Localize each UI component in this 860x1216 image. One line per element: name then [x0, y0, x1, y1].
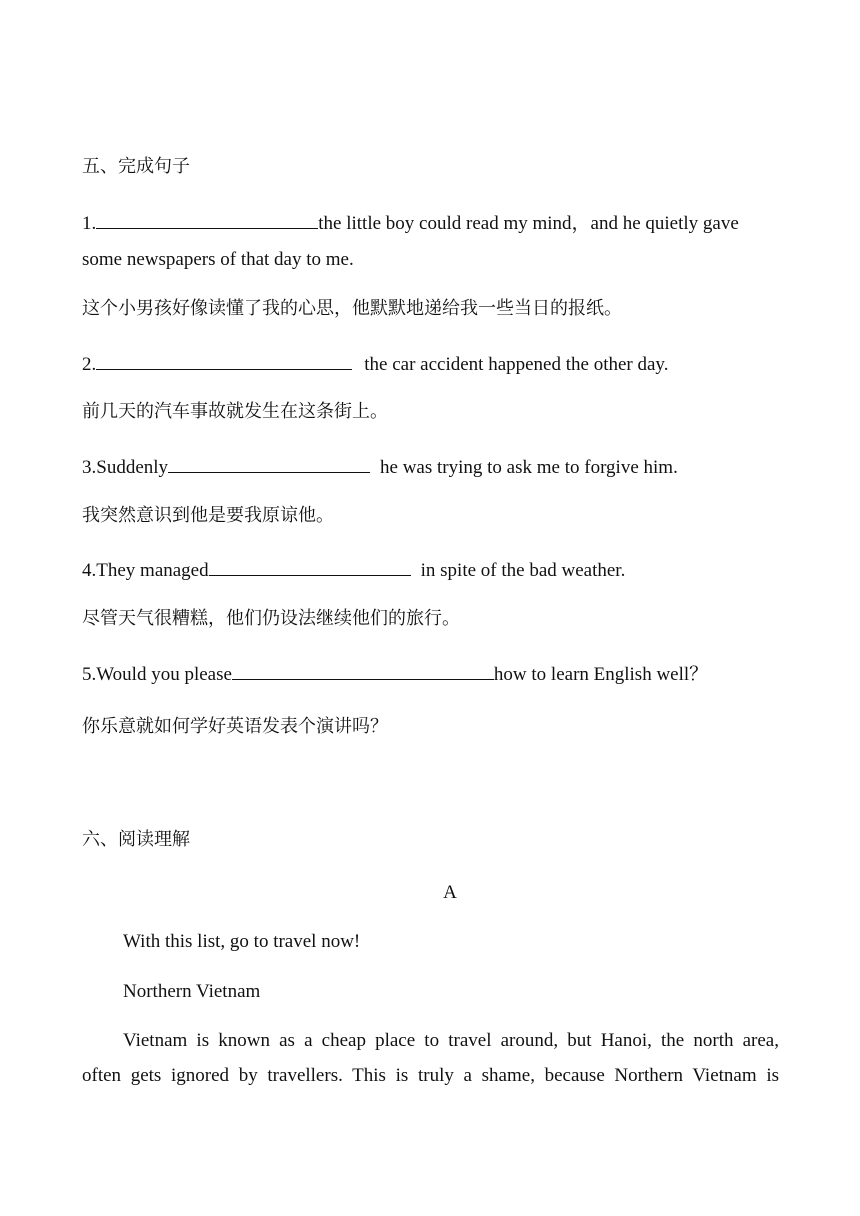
section-5-title: 五、完成句子 [82, 156, 190, 177]
question-5-line [82, 661, 708, 687]
question-2-blank[interactable] [96, 351, 352, 370]
question-3-line [82, 454, 678, 480]
question-4-prefix: 4.They managed [82, 560, 209, 581]
question-5-chinese: 你乐意就如何学好英语发表个演讲吗？ [82, 716, 388, 737]
question-2-line [82, 351, 668, 377]
question-3-chinese: 我突然意识到他是要我原谅他。 [82, 505, 334, 526]
question-5-blank[interactable] [232, 661, 494, 680]
passage-label: A [443, 882, 457, 903]
question-1-number: 1. [82, 213, 97, 234]
question-4-chinese: 尽管天气很糟糕，他们仍设法继续他们的旅行。 [82, 608, 460, 629]
question-2-text: the car accident happened the other day. [364, 354, 669, 375]
question-1-blank[interactable] [96, 210, 318, 229]
question-5-prefix: 5.Would you please [82, 664, 232, 685]
section-6-title: 六、阅读理解 [82, 829, 190, 850]
paragraph-line-1: Vietnam is known as a cheap place to travel around, but Hanoi, the north area, [123, 1030, 779, 1051]
question-2-number: 2. [82, 354, 97, 375]
question-3-prefix: 3.Suddenly [82, 457, 169, 478]
question-1-line-1 [82, 210, 739, 236]
question-4-text: in spite of the bad weather. [420, 560, 626, 581]
passage-intro: With this list, go to travel now! [123, 931, 361, 952]
question-4-blank[interactable] [209, 557, 411, 576]
question-1-chinese: 这个小男孩好像读懂了我的心思，他默默地递给我一些当日的报纸。 [82, 298, 622, 319]
question-1-text: the little boy could read my mind，and he quietly gave [318, 213, 739, 234]
passage-heading: Northern Vietnam [123, 981, 261, 1002]
question-2-chinese: 前几天的汽车事故就发生在这条街上。 [82, 401, 388, 422]
question-1-line-2: some newspapers of that day to me. [82, 249, 354, 270]
paragraph-line-2: often gets ignored by travellers. This is truly a shame, because Northern Vietnam is [82, 1065, 779, 1086]
question-3-blank[interactable] [168, 454, 370, 473]
question-4-line [82, 557, 625, 583]
question-3-text: he was trying to ask me to forgive him. [380, 457, 678, 478]
question-5-text: how to learn English well？ [493, 664, 709, 685]
